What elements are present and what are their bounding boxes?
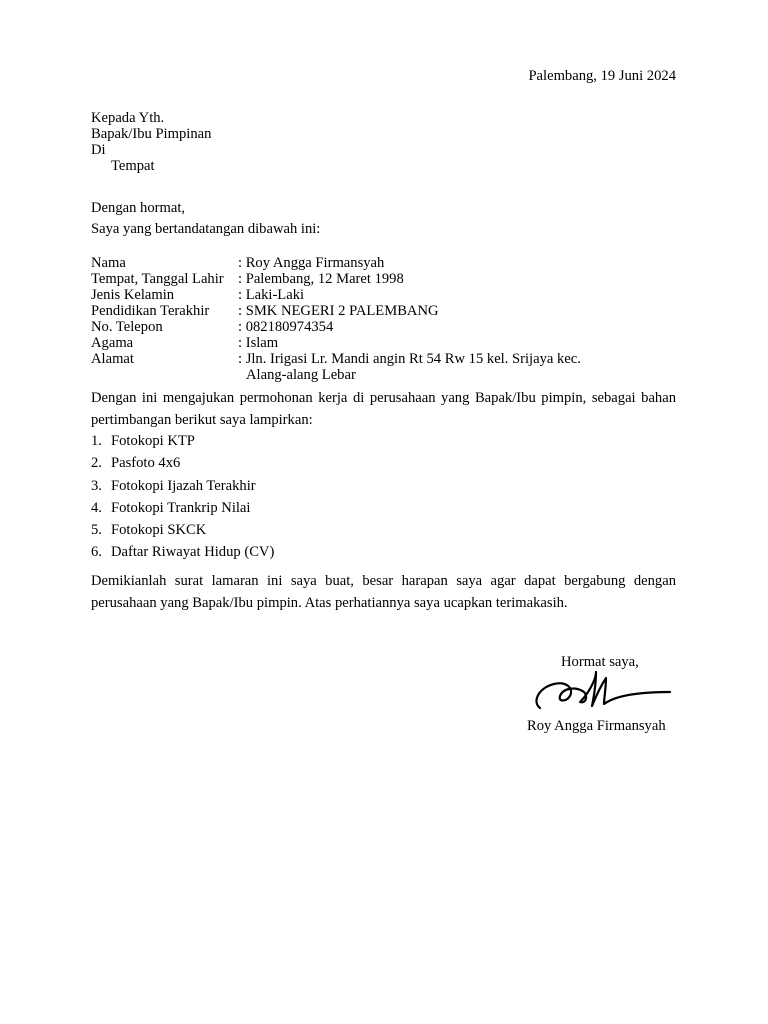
list-item bbox=[91, 519, 274, 541]
recipient-line-3: Di bbox=[91, 142, 106, 158]
field-value: : Laki-Laki bbox=[238, 287, 305, 303]
sign-off: Hormat saya, bbox=[561, 654, 639, 670]
field-label: Agama bbox=[91, 335, 134, 351]
field-value: : Palembang, 12 Maret 1998 bbox=[238, 271, 404, 287]
list-text: Fotokopi SKCK bbox=[111, 522, 207, 539]
greeting: Dengan hormat, bbox=[91, 200, 186, 216]
field-jenis-kelamin bbox=[91, 287, 304, 303]
field-alamat bbox=[91, 351, 581, 367]
field-pendidikan-terakhir bbox=[91, 303, 439, 319]
list-text: Pasfoto 4x6 bbox=[111, 455, 181, 472]
list-number: 5. bbox=[91, 522, 102, 539]
field-label: Pendidikan Terakhir bbox=[91, 303, 210, 319]
list-item bbox=[91, 430, 274, 452]
field-nama bbox=[91, 255, 384, 271]
signer-name: Roy Angga Firmansyah bbox=[527, 718, 666, 734]
list-number: 4. bbox=[91, 499, 102, 516]
field-tempat-tanggal-lahir bbox=[91, 271, 404, 287]
list-text: Fotokopi Ijazah Terakhir bbox=[111, 477, 256, 494]
list-item bbox=[91, 497, 274, 519]
list-item bbox=[91, 452, 274, 474]
field-label: Nama bbox=[91, 255, 126, 271]
list-text: Fotokopi KTP bbox=[111, 433, 195, 449]
attachment-list bbox=[91, 430, 274, 564]
field-value: : Islam bbox=[238, 335, 279, 351]
field-label: No. Telepon bbox=[91, 319, 163, 335]
list-number: 2. bbox=[91, 455, 102, 472]
closing-paragraph: Demikianlah surat lamaran ini saya buat, besar harapan saya agar dapat bergabung dengan perusahaan yang Bapak/Ibu pimpin. Atas perhatiannya saya ucapkan terimakasih. bbox=[91, 573, 676, 611]
field-agama bbox=[91, 335, 278, 351]
field-no-telepon bbox=[91, 319, 333, 335]
place-date: Palembang, 19 Juni 2024 bbox=[528, 68, 676, 84]
list-number: 6. bbox=[91, 544, 102, 561]
list-item bbox=[91, 541, 274, 563]
intro-line: Saya yang bertandatangan dibawah ini: bbox=[91, 221, 321, 237]
body-paragraph: Dengan ini mengajukan permohonan kerja di perusahaan yang Bapak/Ibu pimpin, sebagai bahan pertimbangan berikut saya lampirkan: bbox=[91, 390, 676, 428]
list-text: Daftar Riwayat Hidup (CV) bbox=[111, 544, 275, 561]
field-label: Tempat, Tanggal Lahir bbox=[91, 271, 224, 287]
field-value: : 082180974354 bbox=[238, 319, 334, 335]
field-value: : SMK NEGERI 2 PALEMBANG bbox=[238, 303, 439, 319]
recipient-line-4: Tempat bbox=[111, 158, 155, 174]
field-label: Jenis Kelamin bbox=[91, 287, 175, 303]
recipient-line-2: Bapak/Ibu Pimpinan bbox=[91, 126, 212, 142]
field-value: : Jln. Irigasi Lr. Mandi angin Rt 54 Rw 15 kel. Srijaya kec. bbox=[238, 351, 581, 367]
field-value: : Roy Angga Firmansyah bbox=[238, 255, 385, 271]
recipient-line-1: Kepada Yth. bbox=[91, 110, 165, 126]
list-item bbox=[91, 475, 274, 497]
list-number: 3. bbox=[91, 477, 102, 494]
address-continuation: Alang-alang Lebar bbox=[246, 367, 356, 383]
signature-image bbox=[530, 670, 675, 712]
field-label: Alamat bbox=[91, 351, 134, 367]
list-text: Fotokopi Trankrip Nilai bbox=[111, 499, 251, 516]
list-number: 1. bbox=[91, 433, 102, 449]
